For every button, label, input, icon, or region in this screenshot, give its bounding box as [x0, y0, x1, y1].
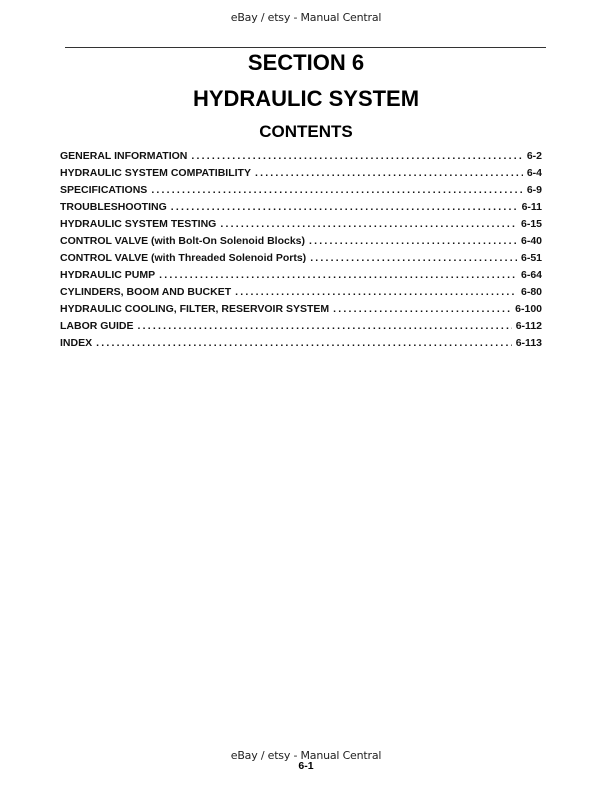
table-of-contents [60, 148, 542, 352]
contents-heading: CONTENTS [259, 122, 353, 141]
toc-entry-title: CONTROL VALVE (with Bolt-On Solenoid Blocks) [60, 235, 305, 247]
toc-entry-title: HYDRAULIC PUMP [60, 269, 156, 281]
toc-entry-hydraulic-system-testing[interactable] [60, 216, 542, 233]
toc-entry-specifications[interactable] [60, 182, 542, 199]
toc-entry-page: 6-100 [515, 303, 542, 315]
toc-entry-page: 6-64 [520, 269, 542, 281]
page-number: 6-1 [298, 760, 314, 772]
system-title: HYDRAULIC SYSTEM [192, 86, 420, 111]
dot-leader [151, 182, 523, 199]
dot-leader [309, 233, 517, 250]
toc-entry-title: HYDRAULIC COOLING, FILTER, RESERVOIR SYSTEM [60, 303, 330, 315]
toc-entry-general-information[interactable] [60, 148, 542, 165]
dot-leader [191, 148, 522, 165]
toc-entry-control-valve-bolt-on[interactable] [60, 233, 542, 250]
toc-entry-page: 6-112 [515, 320, 542, 332]
section-title: SECTION 6 [247, 50, 365, 75]
toc-entry-title: INDEX [60, 337, 93, 349]
dot-leader [171, 199, 518, 216]
toc-entry-title: TROUBLESHOOTING [60, 201, 167, 213]
toc-entry-index[interactable] [60, 335, 542, 352]
toc-entry-title: GENERAL INFORMATION [60, 150, 188, 162]
toc-entry-title: CYLINDERS, BOOM AND BUCKET [60, 286, 232, 298]
toc-entry-page: 6-9 [526, 184, 542, 196]
toc-entry-page: 6-15 [520, 218, 542, 230]
toc-entry-title: LABOR GUIDE [60, 320, 134, 332]
toc-entry-labor-guide[interactable] [60, 318, 542, 335]
dot-leader [96, 335, 512, 352]
toc-entry-cylinders-boom-bucket[interactable] [60, 284, 542, 301]
toc-entry-page: 6-4 [526, 167, 542, 179]
toc-entry-page: 6-51 [520, 252, 542, 264]
dot-leader [235, 284, 517, 301]
dot-leader [310, 250, 517, 267]
toc-entry-troubleshooting[interactable] [60, 199, 542, 216]
header-watermark: eBay / etsy - Manual Central [230, 11, 382, 24]
toc-entry-page: 6-11 [521, 201, 542, 213]
dot-leader [333, 301, 511, 318]
dot-leader [138, 318, 512, 335]
toc-entry-hydraulic-pump[interactable] [60, 267, 542, 284]
dot-leader [159, 267, 517, 284]
dot-leader [220, 216, 517, 233]
toc-entry-page: 6-2 [526, 150, 542, 162]
toc-entry-page: 6-80 [520, 286, 542, 298]
toc-entry-page: 6-113 [515, 337, 542, 349]
toc-entry-hydraulic-system-compatibility[interactable] [60, 165, 542, 182]
toc-entry-title: CONTROL VALVE (with Threaded Solenoid Ports) [60, 252, 307, 264]
toc-entry-title: HYDRAULIC SYSTEM COMPATIBILITY [60, 167, 251, 179]
header-divider [65, 47, 546, 48]
dot-leader [255, 165, 523, 182]
footer-watermark: eBay / etsy - Manual Central [230, 749, 382, 762]
toc-entry-hydraulic-cooling[interactable] [60, 301, 542, 318]
toc-entry-title: SPECIFICATIONS [60, 184, 148, 196]
toc-entry-control-valve-threaded[interactable] [60, 250, 542, 267]
toc-entry-title: HYDRAULIC SYSTEM TESTING [60, 218, 217, 230]
toc-entry-page: 6-40 [520, 235, 542, 247]
